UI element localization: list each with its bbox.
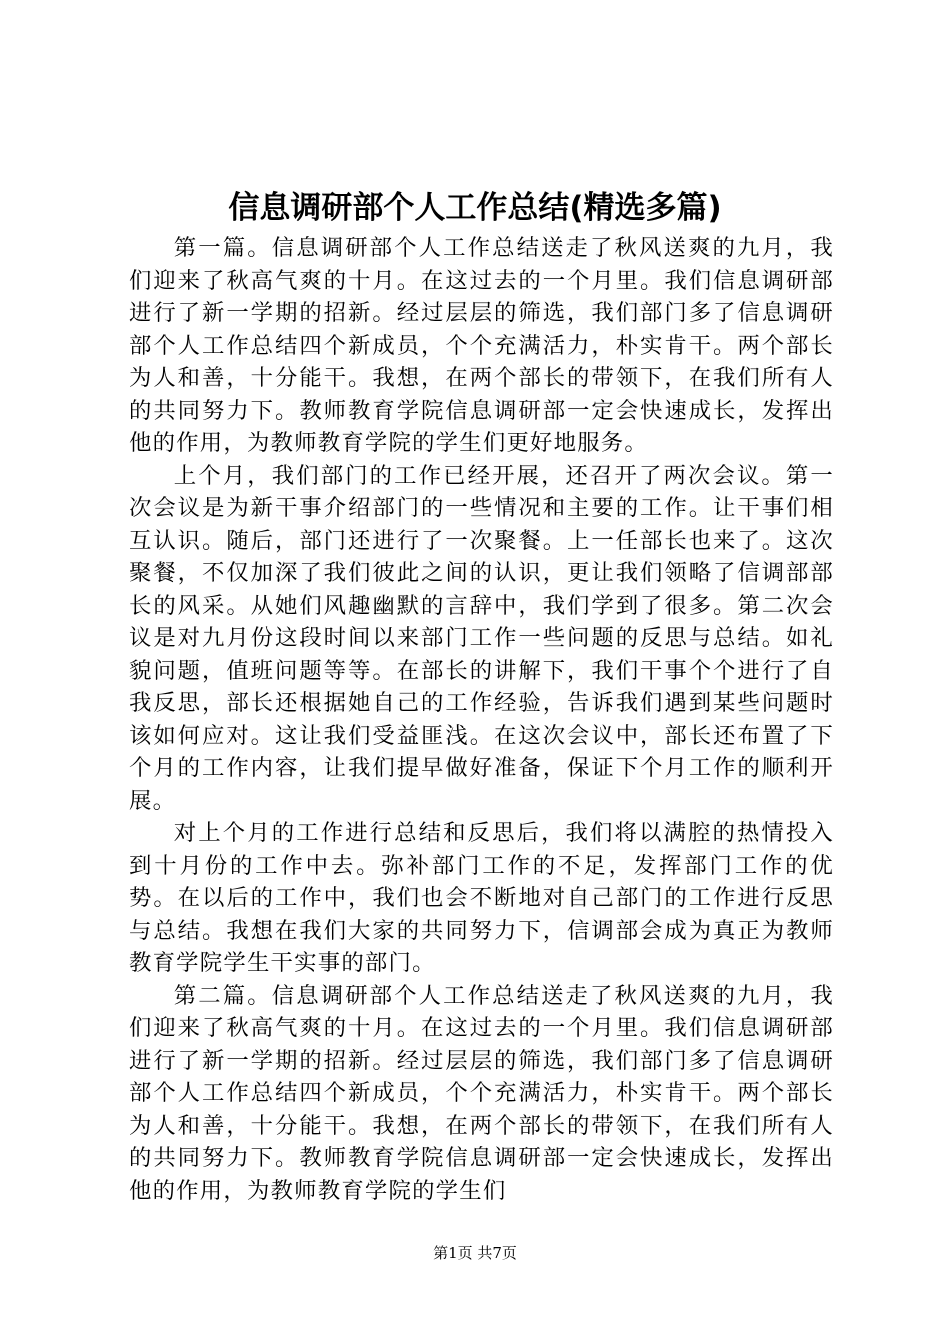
document-body <box>129 232 834 1207</box>
paragraph-1: 第一篇。信息调研部个人工作总结送走了秋风送爽的九月，我们迎来了秋高气爽的十月。在这过去的一个月里。我们信息调研部进行了新一学期的招新。经过层层的筛选，我们部门多了信息调研部个人工作总结四个新成员，个个充满活力，朴实肯干。两个部长为人和善，十分能干。我想，在两个部长的带领下，在我们所有人的共同努力下。教师教育学院信息调研部一定会快速成长，发挥出他的作用，为教师教育学院的学生们更好地服务。 <box>129 235 834 456</box>
paragraph-3: 对上个月的工作进行总结和反思后，我们将以满腔的热情投入到十月份的工作中去。弥补部门工作的不足，发挥部门工作的优势。在以后的工作中，我们也会不断地对自己部门的工作进行反思与总结。我想在我们大家的共同努力下，信调部会成为真正为教师教育学院学生干实事的部门。 <box>129 820 834 976</box>
paragraph-2: 上个月，我们部门的工作已经开展，还召开了两次会议。第一次会议是为新干事介绍部门的一些情况和主要的工作。让干事们相互认识。随后，部门还进行了一次聚餐。上一任部长也来了。这次聚餐，不仅加深了我们彼此之间的认识，更让我们领略了信调部部长的风采。从她们风趣幽默的言辞中，我们学到了很多。第二次会议是对九月份这段时间以来部门工作一些问题的反思与总结。如礼貌问题，值班问题等等。在部长的讲解下，我们干事个个进行了自我反思，部长还根据她自己的工作经验，告诉我们遇到某些问题时该如何应对。这让我们受益匪浅。在这次会议中，部长还布置了下个月的工作内容，让我们提早做好准备，保证下个月工作的顺利开展。 <box>129 462 834 814</box>
paragraph-4: 第二篇。信息调研部个人工作总结送走了秋风送爽的九月，我们迎来了秋高气爽的十月。在这过去的一个月里。我们信息调研部进行了新一学期的招新。经过层层的筛选，我们部门多了信息调研部个人工作总结四个新成员，个个充满活力，朴实肯干。两个部长为人和善，十分能干。我想，在两个部长的带领下，在我们所有人的共同努力下。教师教育学院信息调研部一定会快速成长，发挥出他的作用，为教师教育学院的学生们 <box>129 982 834 1204</box>
document-title: 信息调研部个人工作总结(精选多篇) <box>228 190 722 226</box>
page-footer: 第1页 共7页 <box>433 1244 517 1262</box>
